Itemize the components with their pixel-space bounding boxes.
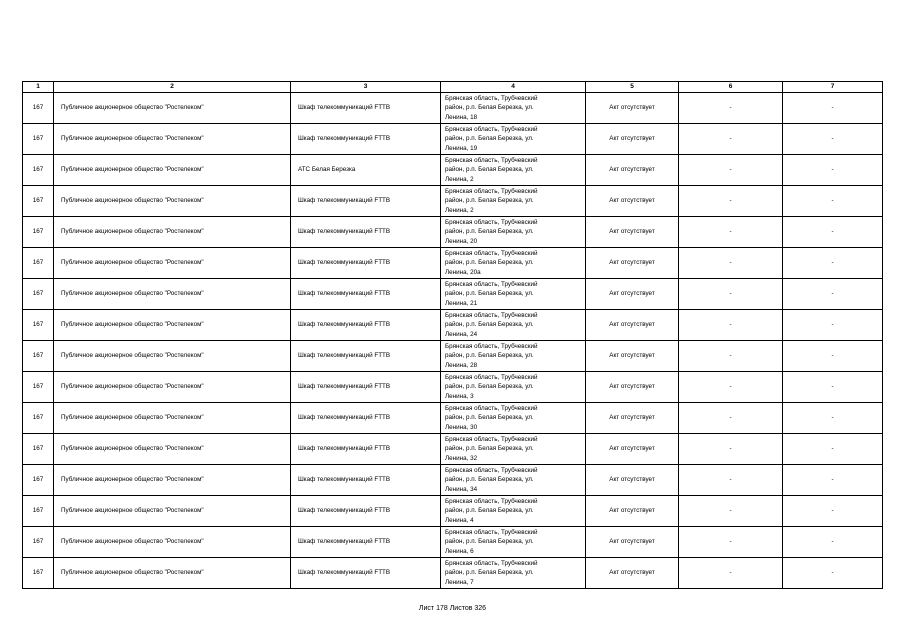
act-status: Акт отсутствует xyxy=(586,248,679,279)
organization-name: Публичное акционерное общество "Ростелеком" xyxy=(54,217,291,248)
act-status: Акт отсутствует xyxy=(586,403,679,434)
column-6-value: - xyxy=(679,310,783,341)
object-name: Шкаф телекоммуникаций FTTB xyxy=(291,124,441,155)
column-7-value: - xyxy=(783,217,883,248)
table-row xyxy=(23,558,883,589)
object-address xyxy=(441,465,586,496)
organization-name: Публичное акционерное общество "Ростелеком" xyxy=(54,527,291,558)
column-6-value: - xyxy=(679,465,783,496)
column-6-value: - xyxy=(679,372,783,403)
organization-name: Публичное акционерное общество "Ростелеком" xyxy=(54,310,291,341)
column-7-value: - xyxy=(783,310,883,341)
address-text: Брянская область, Трубчевский район, р.п. Белая Березка, ул. Ленина, 21 xyxy=(445,280,538,307)
table-row xyxy=(23,217,883,248)
row-number: 167 xyxy=(23,434,54,465)
address-text: Брянская область, Трубчевский район, р.п. Белая Березка, ул. Ленина, 34 xyxy=(445,466,538,493)
row-number: 167 xyxy=(23,341,54,372)
header-row xyxy=(23,82,883,93)
organization-name: Публичное акционерное общество "Ростелеком" xyxy=(54,124,291,155)
address-text: Брянская область, Трубчевский район, р.п. Белая Березка, ул. Ленина, 20 xyxy=(445,218,538,245)
column-6-value: - xyxy=(679,93,783,124)
object-address xyxy=(441,217,586,248)
table-row xyxy=(23,341,883,372)
object-name: Шкаф телекоммуникаций FTTB xyxy=(291,403,441,434)
column-7-value: - xyxy=(783,279,883,310)
column-7-value: - xyxy=(783,465,883,496)
column-6-value: - xyxy=(679,279,783,310)
act-status: Акт отсутствует xyxy=(586,496,679,527)
act-status: Акт отсутствует xyxy=(586,279,679,310)
table-row xyxy=(23,310,883,341)
organization-name: Публичное акционерное общество "Ростелеком" xyxy=(54,155,291,186)
act-status: Акт отсутствует xyxy=(586,124,679,155)
object-name: Шкаф телекоммуникаций FTTB xyxy=(291,217,441,248)
act-status: Акт отсутствует xyxy=(586,434,679,465)
object-address xyxy=(441,558,586,589)
act-status: Акт отсутствует xyxy=(586,465,679,496)
organization-name: Публичное акционерное общество "Ростелеком" xyxy=(54,372,291,403)
address-text: Брянская область, Трубчевский район, р.п. Белая Березка, ул. Ленина, 4 xyxy=(445,497,538,524)
column-7-value: - xyxy=(783,248,883,279)
object-address xyxy=(441,341,586,372)
organization-name: Публичное акционерное общество "Ростелеком" xyxy=(54,341,291,372)
row-number: 167 xyxy=(23,496,54,527)
row-number: 167 xyxy=(23,155,54,186)
row-number: 167 xyxy=(23,279,54,310)
column-7-value: - xyxy=(783,124,883,155)
act-status: Акт отсутствует xyxy=(586,372,679,403)
object-address xyxy=(441,527,586,558)
column-6-value: - xyxy=(679,124,783,155)
object-address xyxy=(441,124,586,155)
act-status: Акт отсутствует xyxy=(586,155,679,186)
object-name: Шкаф телекоммуникаций FTTB xyxy=(291,279,441,310)
column-7-value: - xyxy=(783,372,883,403)
object-name: Шкаф телекоммуникаций FTTB xyxy=(291,310,441,341)
act-status: Акт отсутствует xyxy=(586,310,679,341)
column-7-value: - xyxy=(783,186,883,217)
table-row xyxy=(23,434,883,465)
row-number: 167 xyxy=(23,124,54,155)
row-number: 167 xyxy=(23,310,54,341)
address-text: Брянская область, Трубчевский район, р.п. Белая Березка, ул. Ленина, 18 xyxy=(445,94,538,121)
act-status: Акт отсутствует xyxy=(586,217,679,248)
object-address xyxy=(441,155,586,186)
address-text: Брянская область, Трубчевский район, р.п. Белая Березка, ул. Ленина, 19 xyxy=(445,125,538,152)
act-status: Акт отсутствует xyxy=(586,186,679,217)
header-col-1: 1 xyxy=(23,82,54,93)
object-name: Шкаф телекоммуникаций FTTB xyxy=(291,341,441,372)
object-address xyxy=(441,93,586,124)
table-row xyxy=(23,155,883,186)
object-address xyxy=(441,372,586,403)
act-status: Акт отсутствует xyxy=(586,558,679,589)
column-6-value: - xyxy=(679,248,783,279)
address-text: Брянская область, Трубчевский район, р.п. Белая Березка, ул. Ленина, 6 xyxy=(445,528,538,555)
object-name: Шкаф телекоммуникаций FTTB xyxy=(291,527,441,558)
row-number: 167 xyxy=(23,403,54,434)
table-row xyxy=(23,372,883,403)
row-number: 167 xyxy=(23,465,54,496)
header-col-4: 4 xyxy=(441,82,586,93)
table-row xyxy=(23,279,883,310)
header-col-6: 6 xyxy=(679,82,783,93)
organization-name: Публичное акционерное общество "Ростелеком" xyxy=(54,465,291,496)
row-number: 167 xyxy=(23,93,54,124)
header-col-7: 7 xyxy=(783,82,883,93)
column-7-value: - xyxy=(783,341,883,372)
object-address xyxy=(441,403,586,434)
column-7-value: - xyxy=(783,155,883,186)
column-6-value: - xyxy=(679,496,783,527)
column-6-value: - xyxy=(679,403,783,434)
act-status: Акт отсутствует xyxy=(586,527,679,558)
object-name: Шкаф телекоммуникаций FTTB xyxy=(291,558,441,589)
header-col-5: 5 xyxy=(586,82,679,93)
organization-name: Публичное акционерное общество "Ростелеком" xyxy=(54,558,291,589)
table-row xyxy=(23,93,883,124)
column-7-value: - xyxy=(783,558,883,589)
header-col-3: 3 xyxy=(291,82,441,93)
column-6-value: - xyxy=(679,558,783,589)
row-number: 167 xyxy=(23,217,54,248)
object-address xyxy=(441,186,586,217)
organization-name: Публичное акционерное общество "Ростелеком" xyxy=(54,248,291,279)
table-row xyxy=(23,465,883,496)
organization-name: Публичное акционерное общество "Ростелеком" xyxy=(54,434,291,465)
registry-table xyxy=(22,81,883,589)
column-6-value: - xyxy=(679,341,783,372)
column-7-value: - xyxy=(783,93,883,124)
object-name: Шкаф телекоммуникаций FTTB xyxy=(291,248,441,279)
column-6-value: - xyxy=(679,527,783,558)
column-6-value: - xyxy=(679,186,783,217)
object-address xyxy=(441,310,586,341)
organization-name: Публичное акционерное общество "Ростелеком" xyxy=(54,93,291,124)
organization-name: Публичное акционерное общество "Ростелеком" xyxy=(54,279,291,310)
organization-name: Публичное акционерное общество "Ростелеком" xyxy=(54,496,291,527)
object-name: Шкаф телекоммуникаций FTTB xyxy=(291,186,441,217)
table-row xyxy=(23,496,883,527)
column-6-value: - xyxy=(679,155,783,186)
address-text: Брянская область, Трубчевский район, р.п. Белая Березка, ул. Ленина, 32 xyxy=(445,435,538,462)
address-text: Брянская область, Трубчевский район, р.п. Белая Березка, ул. Ленина, 24 xyxy=(445,311,538,338)
object-address xyxy=(441,496,586,527)
table-row xyxy=(23,527,883,558)
act-status: Акт отсутствует xyxy=(586,341,679,372)
row-number: 167 xyxy=(23,248,54,279)
address-text: Брянская область, Трубчевский район, р.п. Белая Березка, ул. Ленина, 2 xyxy=(445,187,538,214)
column-6-value: - xyxy=(679,434,783,465)
column-6-value: - xyxy=(679,217,783,248)
object-address xyxy=(441,279,586,310)
address-text: Брянская область, Трубчевский район, р.п. Белая Березка, ул. Ленина, 7 xyxy=(445,559,538,586)
column-7-value: - xyxy=(783,403,883,434)
row-number: 167 xyxy=(23,527,54,558)
column-7-value: - xyxy=(783,527,883,558)
object-address xyxy=(441,434,586,465)
table-row xyxy=(23,124,883,155)
object-address xyxy=(441,248,586,279)
header-col-2: 2 xyxy=(54,82,291,93)
act-status: Акт отсутствует xyxy=(586,93,679,124)
object-name: Шкаф телекоммуникаций FTTB xyxy=(291,434,441,465)
address-text: Брянская область, Трубчевский район, р.п. Белая Березка, ул. Ленина, 30 xyxy=(445,404,538,431)
object-name: Шкаф телекоммуникаций FTTB xyxy=(291,465,441,496)
table-row xyxy=(23,403,883,434)
object-name: Шкаф телекоммуникаций FTTB xyxy=(291,93,441,124)
column-7-value: - xyxy=(783,434,883,465)
row-number: 167 xyxy=(23,558,54,589)
table-row xyxy=(23,248,883,279)
table-body xyxy=(23,93,883,589)
row-number: 167 xyxy=(23,186,54,217)
object-name: Шкаф телекоммуникаций FTTB xyxy=(291,496,441,527)
object-name: АТС Белая Березка xyxy=(291,155,441,186)
row-number: 167 xyxy=(23,372,54,403)
column-7-value: - xyxy=(783,496,883,527)
page-footer: Лист 178 Листов 326 xyxy=(418,605,487,612)
address-text: Брянская область, Трубчевский район, р.п. Белая Березка, ул. Ленина, 2 xyxy=(445,156,538,183)
object-name: Шкаф телекоммуникаций FTTB xyxy=(291,372,441,403)
organization-name: Публичное акционерное общество "Ростелеком" xyxy=(54,403,291,434)
table-row xyxy=(23,186,883,217)
address-text: Брянская область, Трубчевский район, р.п. Белая Березка, ул. Ленина, 3 xyxy=(445,373,538,400)
address-text: Брянская область, Трубчевский район, р.п. Белая Березка, ул. Ленина, 20а xyxy=(445,249,538,276)
address-text: Брянская область, Трубчевский район, р.п. Белая Березка, ул. Ленина, 28 xyxy=(445,342,538,369)
organization-name: Публичное акционерное общество "Ростелеком" xyxy=(54,186,291,217)
